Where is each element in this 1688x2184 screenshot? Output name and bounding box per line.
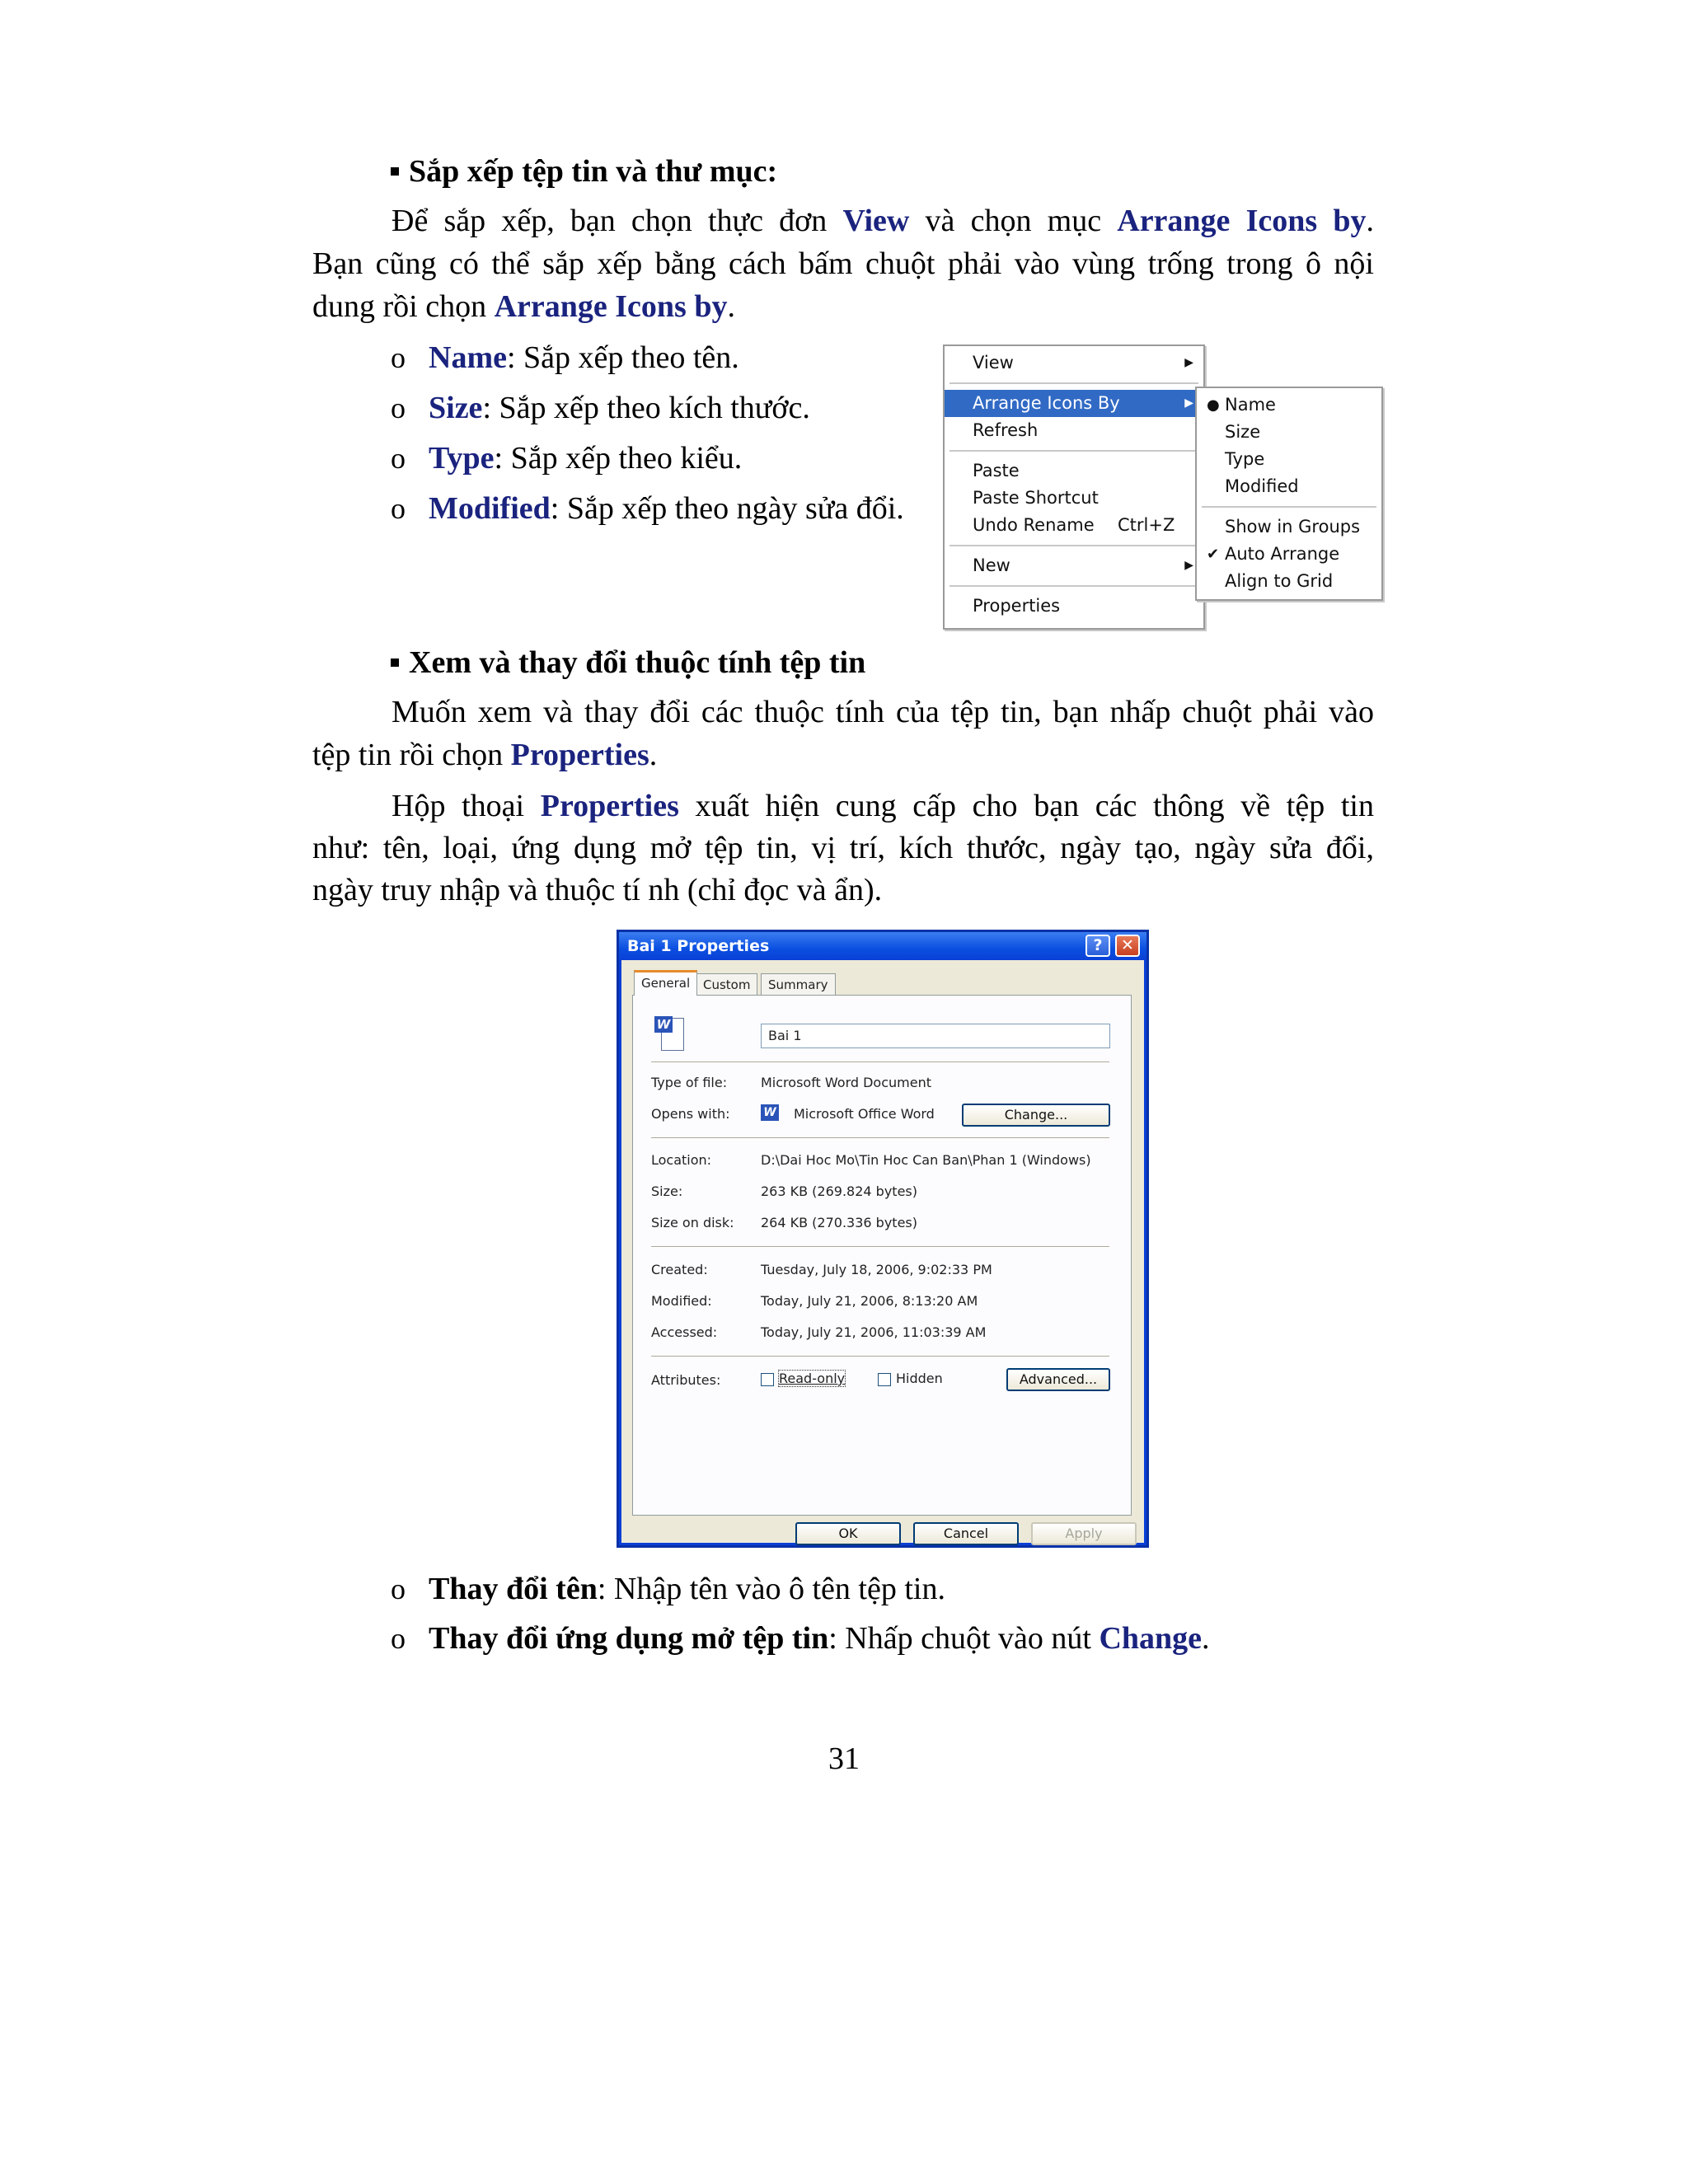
bullet-change-app: o Thay đổi ứng dụng mở tệp tin: Nhấp chuột vào nút Change. bbox=[391, 1619, 1210, 1659]
circle-bullet-icon: o bbox=[391, 341, 406, 374]
properties-paragraph1-line1: Muốn xem và thay đổi các thuộc tính của tệp tin, bạn nhấp chuột phải vào bbox=[392, 695, 1374, 729]
section-heading-properties: Xem và thay đổi thuộc tính tệp tin bbox=[391, 643, 865, 683]
tab-general[interactable]: General bbox=[634, 970, 697, 996]
menu-separator bbox=[950, 382, 1198, 384]
submenu-item-show-in-groups[interactable]: Show in Groups bbox=[1225, 517, 1361, 537]
menu-separator bbox=[1202, 506, 1376, 508]
cancel-button[interactable]: Cancel bbox=[913, 1522, 1019, 1545]
location-label: Location: bbox=[651, 1152, 712, 1168]
accessed-value: Today, July 21, 2006, 11:03:39 AM bbox=[761, 1324, 987, 1340]
general-tab-panel bbox=[632, 995, 1132, 1516]
modified-label: Modified: bbox=[651, 1293, 712, 1309]
properties-dialog bbox=[617, 930, 1149, 1548]
sort-paragraph-line3: dung rồi chọn Arrange Icons by. bbox=[312, 289, 735, 324]
bullet-type: o Type: Sắp xếp theo kiểu. bbox=[391, 438, 742, 479]
submenu-arrow-icon: ▶ bbox=[1184, 356, 1193, 369]
submenu-item-type[interactable]: Type bbox=[1225, 449, 1265, 469]
hidden-checkbox[interactable]: Hidden bbox=[878, 1371, 943, 1386]
radio-dot-icon: ● bbox=[1207, 396, 1220, 414]
submenu-item-modified[interactable]: Modified bbox=[1225, 476, 1299, 496]
type-of-file-label: Type of file: bbox=[651, 1075, 728, 1090]
type-of-file-value: Microsoft Word Document bbox=[761, 1075, 931, 1090]
apply-button[interactable]: Apply bbox=[1031, 1522, 1137, 1545]
change-button[interactable]: Change... bbox=[962, 1104, 1110, 1127]
menu-item-new[interactable]: New ▶ bbox=[945, 552, 1203, 579]
checkbox-icon[interactable] bbox=[878, 1373, 891, 1386]
submenu-item-auto-arrange[interactable]: ✔ Auto Arrange bbox=[1197, 541, 1381, 568]
menu-separator bbox=[950, 450, 1198, 452]
circle-bullet-icon: o bbox=[391, 391, 406, 424]
menu-item-view[interactable]: View ▶ bbox=[945, 349, 1203, 377]
bullet-rename: o Thay đổi tên: Nhập tên vào ô tên tệp tin. bbox=[391, 1569, 945, 1610]
advanced-button[interactable]: Advanced... bbox=[1006, 1368, 1110, 1391]
submenu-item-name[interactable]: ● Name bbox=[1197, 391, 1381, 419]
tab-custom[interactable]: Custom bbox=[696, 973, 757, 995]
word-app-icon: W bbox=[761, 1104, 779, 1121]
filename-input[interactable]: Bai 1 bbox=[761, 1024, 1110, 1048]
menu-separator bbox=[950, 545, 1198, 546]
menu-item-arrange-icons-by[interactable]: Arrange Icons By ▶ bbox=[945, 390, 1203, 417]
bullet-size: o Size: Sắp xếp theo kích thước. bbox=[391, 388, 810, 429]
circle-bullet-icon: o bbox=[391, 492, 406, 525]
close-button[interactable]: ✕ bbox=[1115, 935, 1140, 957]
modified-value: Today, July 21, 2006, 8:13:20 AM bbox=[761, 1293, 978, 1309]
square-bullet-icon bbox=[391, 167, 399, 176]
dialog-title: Bai 1 Properties bbox=[627, 937, 770, 955]
bullet-name: o Name: Sắp xếp theo tên. bbox=[391, 338, 739, 378]
dialog-title-bar bbox=[619, 932, 1146, 960]
menu-item-properties[interactable]: Properties bbox=[973, 596, 1061, 616]
dialog-body bbox=[621, 960, 1144, 1543]
bullet-modified: o Modified: Sắp xếp theo ngày sửa đổi. bbox=[391, 489, 904, 529]
accessed-label: Accessed: bbox=[651, 1324, 718, 1340]
menu-item-refresh[interactable]: Refresh bbox=[973, 420, 1039, 440]
properties-paragraph2-line1: Hộp thoại Properties xuất hiện cung cấp cho bạn các thông về tệp tin bbox=[392, 789, 1374, 823]
created-label: Created: bbox=[651, 1262, 708, 1277]
properties-paragraph1-line2: tệp tin rồi chọn Properties. bbox=[312, 738, 658, 772]
size-label: Size: bbox=[651, 1183, 683, 1199]
checkbox-icon[interactable] bbox=[761, 1373, 774, 1386]
square-bullet-icon bbox=[391, 658, 399, 667]
section-heading-sort: Sắp xếp tệp tin và thư mục: bbox=[391, 152, 777, 192]
checkmark-icon: ✔ bbox=[1207, 546, 1220, 563]
submenu-arrow-icon: ▶ bbox=[1184, 559, 1193, 572]
help-button[interactable]: ? bbox=[1085, 935, 1110, 957]
menu-item-paste[interactable]: Paste bbox=[973, 461, 1020, 480]
menu-item-undo-rename[interactable]: Undo Rename Ctrl+Z bbox=[973, 515, 1175, 535]
ok-button[interactable]: OK bbox=[795, 1522, 901, 1545]
submenu-item-align-to-grid[interactable]: Align to Grid bbox=[1225, 571, 1334, 591]
properties-paragraph2-line3: ngày truy nhập và thuộc tí nh (chỉ đọc và ẩn). bbox=[312, 873, 883, 907]
menu-item-paste-shortcut[interactable]: Paste Shortcut bbox=[973, 488, 1099, 508]
attributes-label: Attributes: bbox=[651, 1372, 721, 1388]
properties-paragraph2-line2: như: tên, loại, ứng dụng mở tệp tin, vị trí, kích thước, ngày tạo, ngày sửa đổi, bbox=[312, 831, 1374, 865]
size-value: 263 KB (269.824 bytes) bbox=[761, 1183, 917, 1199]
arrange-submenu bbox=[1195, 387, 1383, 601]
submenu-arrow-icon: ▶ bbox=[1184, 396, 1193, 410]
divider bbox=[651, 1062, 1109, 1063]
page-number: 31 bbox=[828, 1741, 860, 1776]
menu-separator bbox=[950, 585, 1198, 587]
divider bbox=[651, 1137, 1109, 1139]
read-only-checkbox[interactable]: Read-only bbox=[761, 1371, 845, 1386]
size-on-disk-label: Size on disk: bbox=[651, 1215, 734, 1230]
opens-with-label: Opens with: bbox=[651, 1106, 730, 1122]
opens-with-value: Microsoft Office Word bbox=[794, 1106, 935, 1122]
sort-paragraph-line2: Bạn cũng có thể sắp xếp bằng cách bấm chuột phải vào vùng trống trong ô nội bbox=[312, 246, 1374, 281]
context-menu bbox=[943, 344, 1205, 630]
tab-summary[interactable]: Summary bbox=[761, 973, 836, 995]
submenu-item-size[interactable]: Size bbox=[1225, 422, 1261, 442]
size-on-disk-value: 264 KB (270.336 bytes) bbox=[761, 1215, 917, 1230]
circle-bullet-icon: o bbox=[391, 442, 406, 475]
divider bbox=[651, 1356, 1109, 1357]
location-value: D:\Dai Hoc Mo\Tin Hoc Can Ban\Phan 1 (Windows) bbox=[761, 1152, 1091, 1168]
word-document-icon: W bbox=[654, 1016, 684, 1051]
sort-paragraph-line1: Để sắp xếp, bạn chọn thực đơn View và chọn mục Arrange Icons by. bbox=[392, 204, 1374, 238]
divider bbox=[651, 1246, 1109, 1248]
circle-bullet-icon: o bbox=[391, 1572, 406, 1605]
circle-bullet-icon: o bbox=[391, 1622, 406, 1655]
created-value: Tuesday, July 18, 2006, 9:02:33 PM bbox=[761, 1262, 992, 1277]
